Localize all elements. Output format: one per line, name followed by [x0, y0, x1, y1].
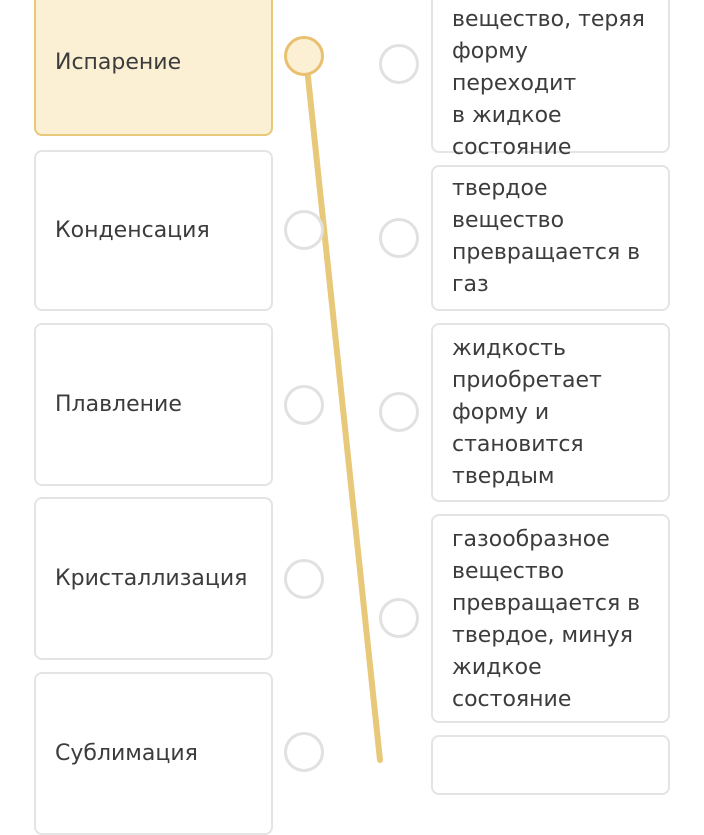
right-card-1[interactable] [431, 0, 670, 160]
right-connector-dot-4[interactable] [379, 598, 419, 638]
right-card-text: жидкость приобретает форму и становится твердым [452, 336, 602, 489]
left-card-label: Кристаллизация [55, 565, 248, 591]
left-connector-dot-5[interactable] [284, 732, 324, 772]
right-card-text: твердое вещество превращается в газ [452, 176, 641, 297]
right-card-3[interactable] [431, 323, 670, 502]
left-connector-dot-3[interactable] [284, 385, 324, 425]
right-connector-dot-3[interactable] [379, 392, 419, 432]
left-connector-dot-4[interactable] [284, 559, 324, 599]
left-card-sublimaciya[interactable] [34, 672, 273, 835]
right-card-5[interactable] [431, 735, 670, 795]
left-card-label: Конденсация [55, 217, 210, 243]
left-card-label: Сублимация [55, 741, 198, 766]
right-card-text: газообразное вещество превращается в твердое, минуя жидкое состояние [452, 527, 641, 712]
left-connector-dot-1[interactable] [284, 36, 324, 76]
right-card-text: вещество, теряя форму переходит в жидкое состояние [452, 7, 645, 160]
left-card-kristallizaciya[interactable] [34, 497, 273, 660]
left-card-label: Испарение [55, 50, 182, 75]
left-card-isparenie[interactable] [34, 0, 273, 136]
right-card-4[interactable] [431, 514, 670, 723]
left-card-plavlenie[interactable] [34, 323, 273, 486]
left-connector-dot-2[interactable] [284, 210, 324, 250]
right-connector-dot-2[interactable] [379, 218, 419, 258]
right-card-2[interactable] [431, 165, 670, 311]
left-card-kondensaciya[interactable] [34, 150, 273, 311]
right-connector-dot-1[interactable] [379, 44, 419, 84]
left-card-label: Плавление [55, 391, 182, 417]
